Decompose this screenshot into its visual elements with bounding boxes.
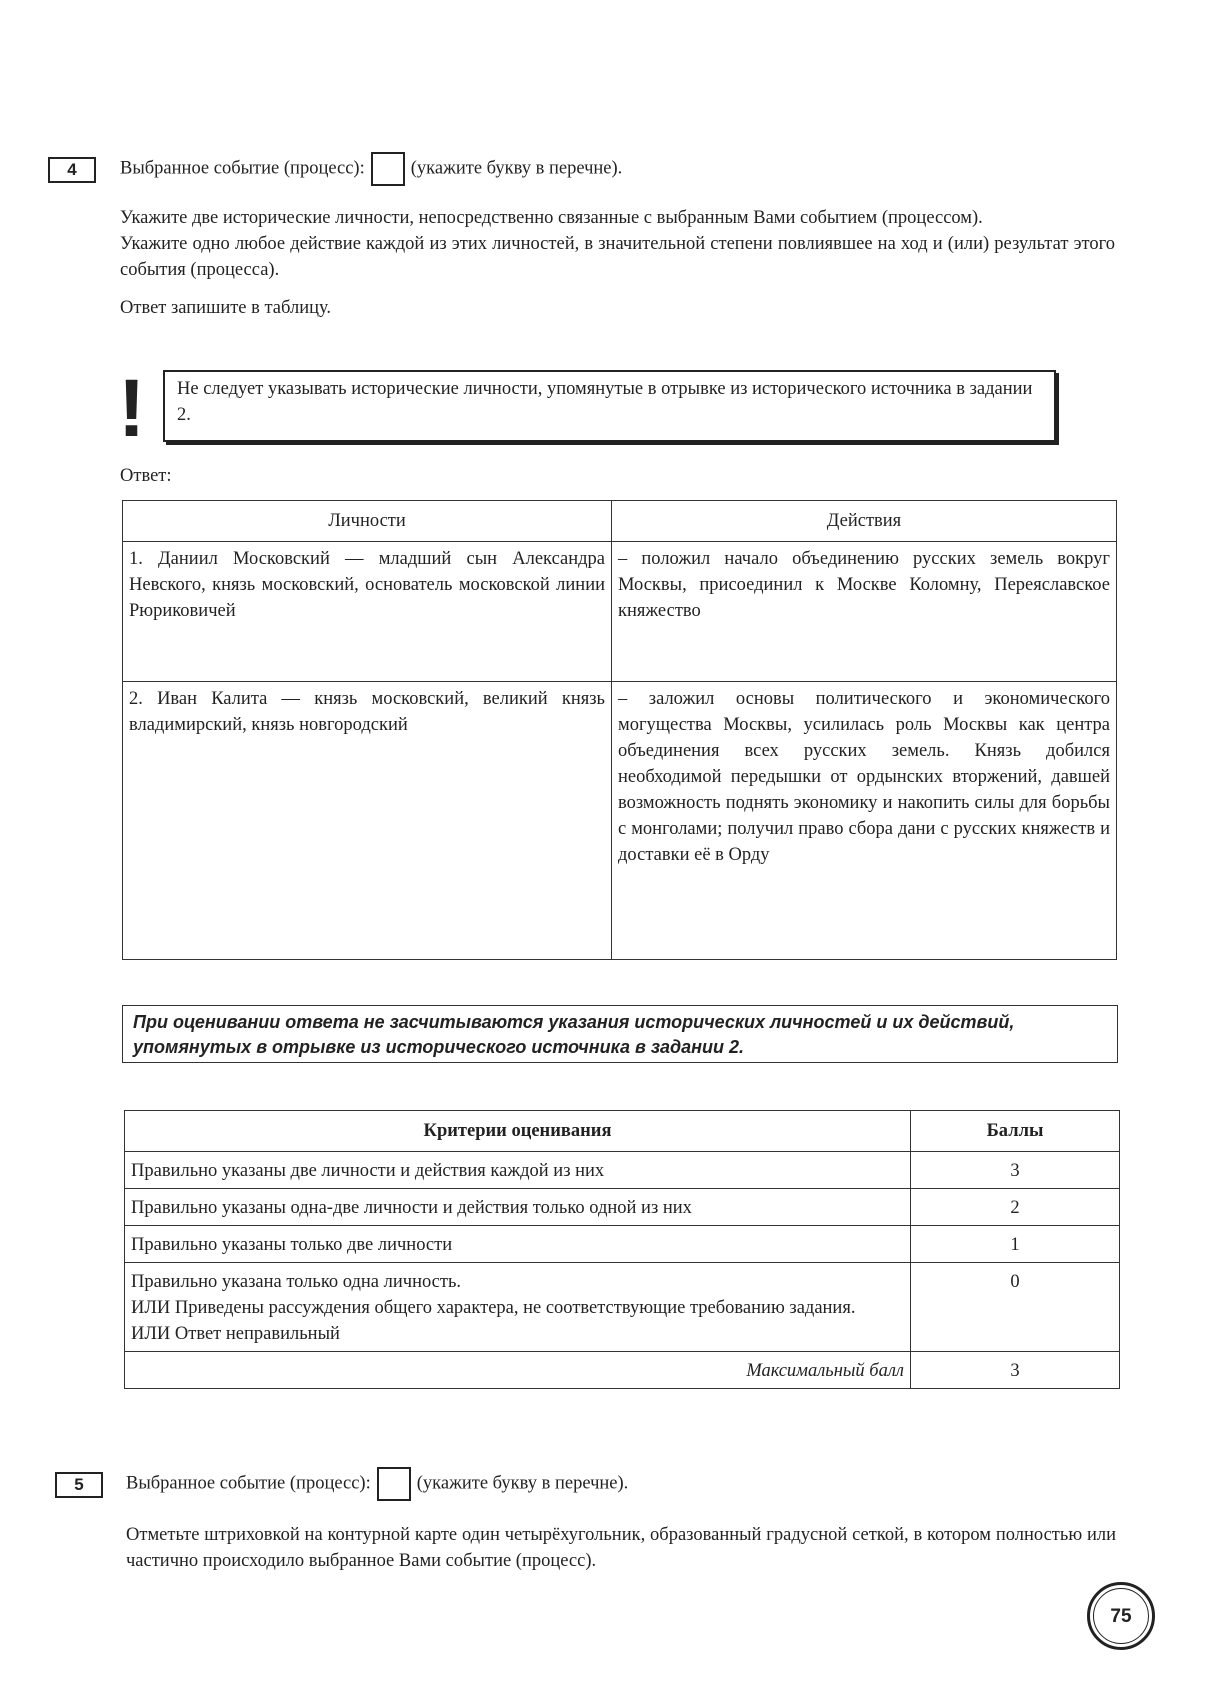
criteria-row [125, 1152, 1120, 1189]
answer-label: Ответ: [120, 466, 172, 486]
criteria-text: Правильно указаны одна-две личности и действия только одной из них [125, 1189, 911, 1226]
criteria-text: Правильно указаны только две личности [125, 1226, 911, 1263]
answer-table [122, 500, 1117, 960]
task-4-number: 4 [48, 157, 96, 183]
header-persons: Личности [123, 501, 612, 542]
criteria-points: 3 [911, 1152, 1120, 1189]
instruction-1: Укажите две исторические личности, непосредственно связанные с выбранным Вами событием (процессом). [120, 208, 983, 228]
task-5-selected-line [126, 1467, 628, 1501]
selected-hint: (укажите букву в перечне). [416, 1473, 629, 1494]
criteria-line: ИЛИ Приведены рассуждения общего характера, не соответствующие требованию задания. [131, 1298, 856, 1318]
criteria-points: 1 [911, 1226, 1120, 1263]
task-5-instruction: Отметьте штриховкой на контурной карте один четырёхугольник, образованный градусной сеткой, в котором полностью или частично происходило выбранное Вами событие (процесс). [126, 1525, 1116, 1571]
person-cell: 1. Даниил Московский — младший сын Александра Невского, князь московский, основатель московской линии Рюриковичей [123, 542, 612, 682]
action-cell: – положил начало объединению русских земель вокруг Москвы, присоединил к Москве Коломну, Переяславское княжество [612, 542, 1117, 682]
selected-label: Выбранное событие (процесс): [120, 158, 365, 179]
criteria-row [125, 1226, 1120, 1263]
selected-label: Выбранное событие (процесс): [126, 1473, 371, 1494]
page-number-badge [1087, 1582, 1155, 1650]
criteria-points: 2 [911, 1189, 1120, 1226]
criteria-table [124, 1110, 1120, 1389]
page-number: 75 [1093, 1588, 1149, 1644]
header-actions: Действия [612, 501, 1117, 542]
instruction-3: Ответ запишите в таблицу. [120, 298, 332, 318]
warning-box: Не следует указывать исторические личности, упомянутые в отрывке из исторического источника в задании 2. [163, 370, 1056, 442]
criteria-line: ИЛИ Ответ неправильный [131, 1324, 340, 1344]
action-cell: – заложил основы политического и экономического могущества Москвы, усилилась роль Москвы как центра объединения всех русских земель. Князь добился необходимой передышки от ордынских вторжений, давшей возможность поднять экономику и накопить силы для борьбы с монголами; получил право сбора дани с русских княжеств и доставки её в Орду [612, 682, 1117, 960]
criteria-row [125, 1189, 1120, 1226]
criteria-text: Правильно указаны две личности и действия каждой из них [125, 1152, 911, 1189]
max-score-row [125, 1352, 1120, 1389]
instruction-2: Укажите одно любое действие каждой из этих личностей, в значительной степени повлиявшее на ход и (или) результат этого события (процесса). [120, 234, 1115, 280]
table-row [123, 542, 1117, 682]
task-4-instructions [120, 205, 1115, 321]
criteria-text [125, 1263, 911, 1352]
header-points: Баллы [911, 1111, 1120, 1152]
criteria-row [125, 1263, 1120, 1352]
task-4-selected-line [120, 152, 622, 186]
max-score-value: 3 [911, 1352, 1120, 1389]
answer-letter-box[interactable] [371, 152, 405, 186]
criteria-line: Правильно указана только одна личность. [131, 1272, 462, 1292]
task-5-number: 5 [55, 1472, 103, 1498]
grading-note: При оценивании ответа не засчитываются указания исторических личностей и их действий, упомянутых в отрывке из исторического источника в задании 2. [122, 1005, 1118, 1063]
criteria-points: 0 [911, 1263, 1120, 1352]
selected-hint: (укажите букву в перечне). [410, 158, 623, 179]
answer-letter-box[interactable] [377, 1467, 411, 1501]
person-cell: 2. Иван Калита — князь московский, великий князь владимирский, князь новгородский [123, 682, 612, 960]
table-row [123, 682, 1117, 960]
exclamation-icon: ! [118, 363, 146, 454]
max-score-label: Максимальный балл [125, 1352, 911, 1389]
header-criteria: Критерии оценивания [125, 1111, 911, 1152]
